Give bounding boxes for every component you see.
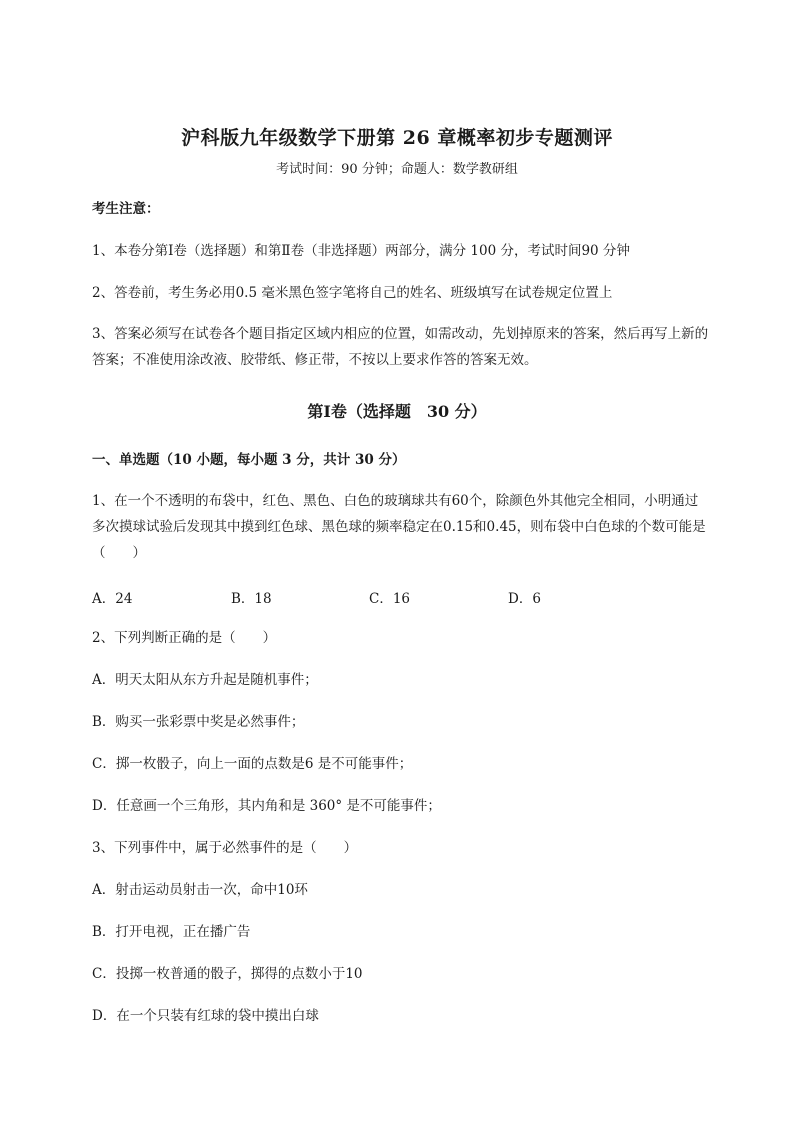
notice-item-2: 2、答卷前，考生务必用0.5 毫米黑色签字笔将自己的姓名、班级填写在试卷规定位置上 [92, 285, 613, 301]
question-2-option-a: A．明天太阳从东方升起是随机事件； [92, 672, 318, 688]
question-3-option-b: B．打开电视，正在播广告 [92, 924, 251, 940]
question-2-option-b: B．购买一张彩票中奖是必然事件； [92, 714, 305, 730]
question-1-option-a: A．24 [92, 591, 133, 607]
question-1-stem: 1、在一个不透明的布袋中，红色、黑色、白色的玻璃球共有60个，除颜色外其他完全相同，小明通过多次摸球试验后发现其中摸到红色球、黑色球的频率稳定在0.15和0.45，则布袋中白色球的个数可能是（ ） [92, 493, 706, 561]
notice-item-1: 1、本卷分第Ⅰ卷（选择题）和第Ⅱ卷（非选择题）两部分，满分 100 分，考试时间90 分钟 [92, 243, 630, 259]
question-3-option-c: C．投掷一枚普通的骰子，掷得的点数小于10 [92, 966, 363, 982]
section-title: 第Ⅰ卷（选择题 30 分） [307, 402, 487, 421]
question-1-option-d: D．6 [508, 591, 541, 607]
exam-info: 考试时间：90 分钟；命题人：数学教研组 [276, 162, 518, 177]
notice-heading: 考生注意： [92, 201, 160, 217]
question-3-option-d: D．在一个只装有红球的袋中摸出白球 [92, 1008, 319, 1024]
question-1-option-b: B．18 [231, 591, 272, 607]
question-2-option-c: C．掷一枚骰子，向上一面的点数是6 是不可能事件； [92, 756, 413, 772]
notice-item-3: 3、答案必须写在试卷各个题目指定区域内相应的位置，如需改动，先划掉原来的答案，然后再写上新的答案；不准使用涂改液、胶带纸、修正带，不按以上要求作答的答案无效。 [92, 326, 709, 368]
page-title: 沪科版九年级数学下册第 26 章概率初步专题测评 [181, 127, 613, 149]
question-1-option-c: C．16 [369, 591, 411, 607]
part-heading: 一、单选题（10 小题，每小题 3 分，共计 30 分） [92, 452, 406, 468]
question-3-option-a: A．射击运动员射击一次，命中10环 [92, 882, 308, 898]
question-2-stem: 2、下列判断正确的是（ ） [92, 630, 277, 646]
question-2-option-d: D．任意画一个三角形，其内角和是 360° 是不可能事件； [92, 798, 441, 814]
question-3-stem: 3、下列事件中，属于必然事件的是（ ） [92, 840, 358, 856]
